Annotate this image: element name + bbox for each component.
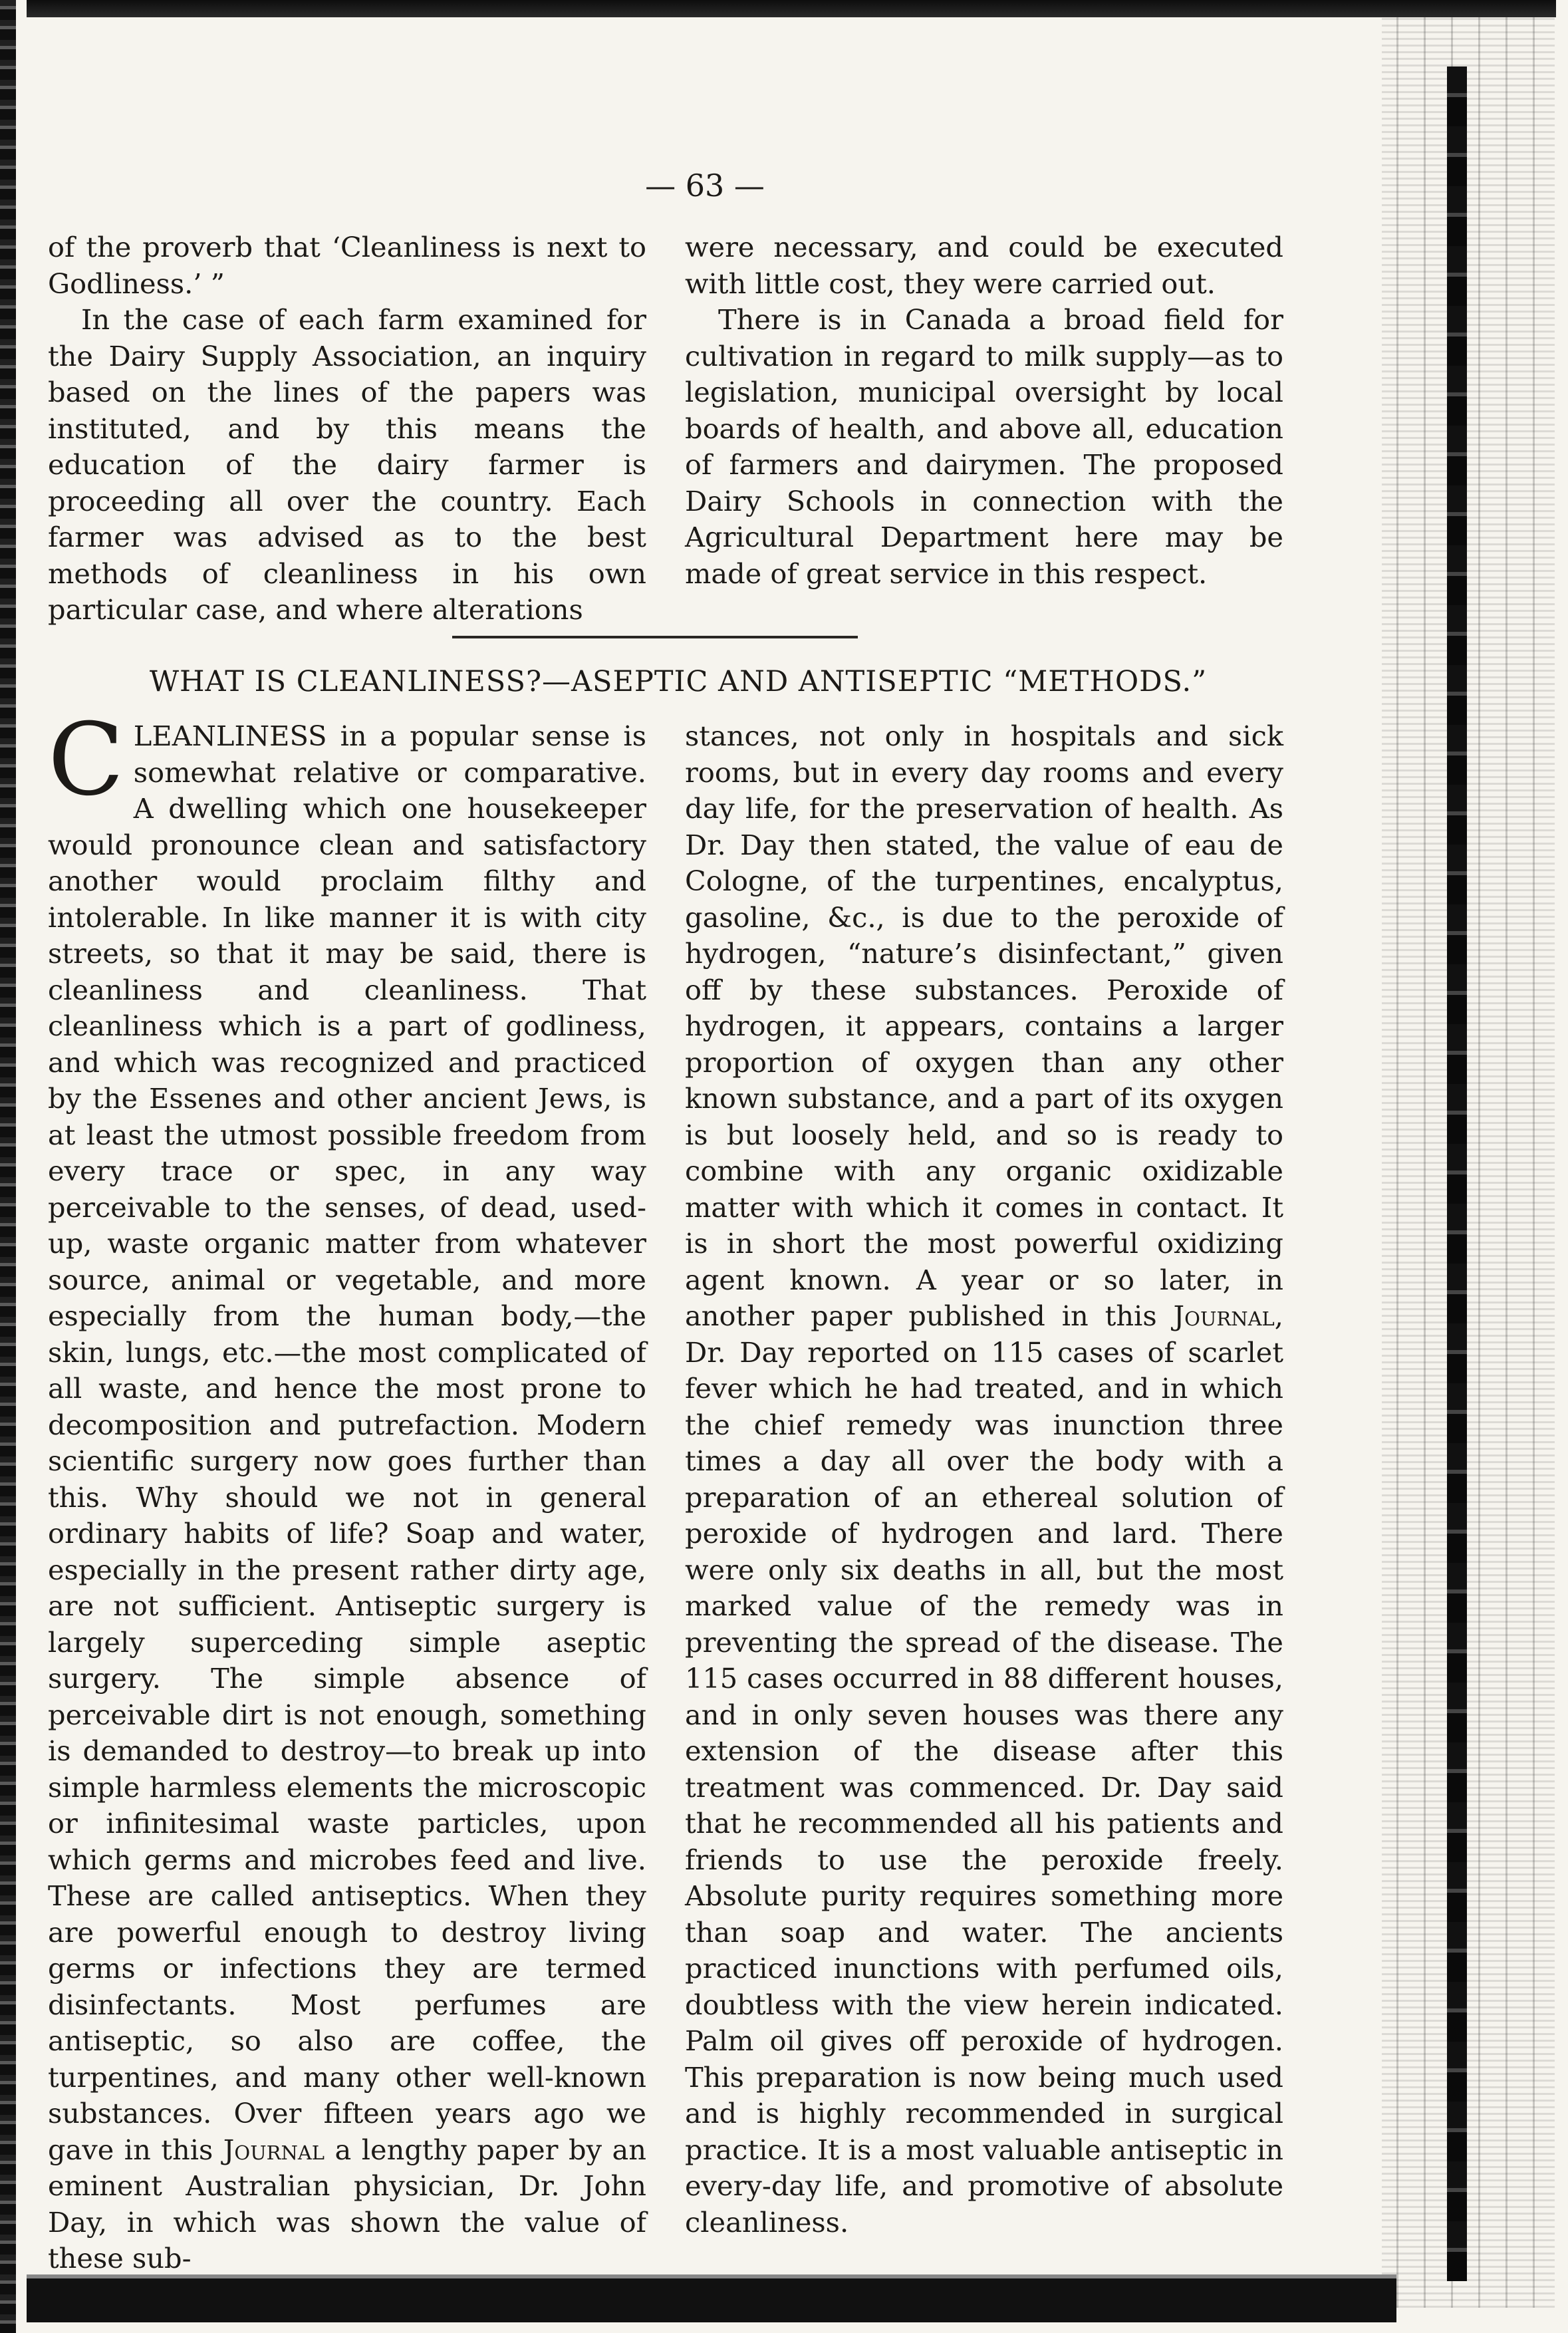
paragraph: were necessary, and could be executed with little cost, they were carried out. [685,231,1283,300]
scan-bottom-border [27,2274,1396,2322]
article-text: a lengthy paper by an eminent Australian physician, Dr. John Day, in which was shown the value of these sub- [48,2133,646,2274]
paragraph: In the case of each farm examined for the Dairy Supply Association, an inquiry based on the lines of the papers was instituted, and by this means the education of the dairy farmer is proceeding all over the country. Each farmer was advised as to the best methods of cleanliness in his own particular case, and where alterations [48,303,646,626]
top-right-column [685,229,1283,592]
scan-right-edge [1447,67,1467,2281]
drop-cap: C [48,702,124,818]
paragraph: of the proverb that ‘Cleanliness is next to Godliness.’ ” [48,231,646,300]
article-paragraph [685,718,1283,2241]
article-text: Dr. Day reported on 115 cases of scarlet fever which he had treated, and in which the chief remedy was inunction three times a day all over the body with a preparation of an ethereal solution of peroxide of hydrogen and lard. There were only six deaths in all, but the most marked value of the remedy was in preventing the spread of the disease. The 115 cases occurred in 88 different houses, and in only seven houses was there any extension of the disease after this treatment was commenced. Dr. Day said that he recommended all his patients and friends to use the peroxide freely. Absolute purity requires something more than soap and water. The ancients practiced inunctions with perfumed oils, doubtless with the view herein indicated. Palm oil gives off peroxide of hydrogen. This preparation is now being much used and is highly recommended in surgical practice. It is a most valuable antiseptic in every-day life, and promotive of absolute cleanliness. [685,1335,1283,2239]
scan-left-border [0,0,16,2333]
paragraph: There is in Canada a broad field for cultivation in regard to milk supply—as to legislation, municipal oversight by local boards of health, and above all, education of farmers and dairymen. The proposed Dairy Schools in connection with the Agricultural Department here may be made of great service in this respect. [685,303,1283,590]
journal-word: Journal, [1173,1300,1283,1332]
page-number: — 63 — [645,168,765,204]
article-text: LEANLINESS in a popular sense is somewhat relative or comparative. A dwelling which one housekeeper would pronounce clean and satisfactory another would proclaim filthy and intolerable. In like manner it is with city streets, so that it may be said, there is cleanliness and cleanliness. That cleanliness which is a part of godliness, and which was recognized and practiced by the Essenes and other ancient Jews, is at least the utmost possible freedom from every trace or spec, in any way perceivable to the senses, of dead, used-up, waste organic matter from whatever source, animal or vegetable, and more especially from the human body,—the skin, lungs, etc.—the most complicated of all waste, and hence the most prone to decomposition and putrefaction. Modern scientific surgery now goes further than this. Why should we not in general ordinary habits of life? Soap and water, especially in the present rather dirty age, are not sufficient. Antiseptic surgery is largely superceding simple aseptic surgery. The simple absence of perceivable dirt is not enough, something is demanded to destroy—to break up into simple harmless elements the microscopic or infinitesimal waste particles, upon which germs and microbes feed and live. These are called antiseptics. When they are powerful enough to destroy living germs or infections they are termed disinfectants. Most perfumes are antiseptic, so also are coffee, the turpentines, and many other well-known substances. Over fifteen years ago we gave in this [48,720,646,2166]
scan-right-noise [1382,13,1555,2308]
section-divider [452,636,858,638]
article-text: stances, not only in hospitals and sick rooms, but in every day rooms and every day life, for the preservation of health. As Dr. Day then stated, the value of eau de Cologne, of the turpentines, encalyptus, gasoline, &c., is due to the peroxide of hydrogen, “nature’s disinfectant,” given off by these substances. Peroxide of hydrogen, it appears, contains a larger proportion of oxygen than any other known substance, and a part of its oxygen is but loosely held, and so is ready to combine with any organic oxidizable matter with which it comes in contact. It is in short the most powerful oxidizing agent known. A year or so later, in another paper published in this [685,720,1283,1332]
scan-top-border [27,0,1556,17]
article-left-column [48,702,646,2277]
journal-word: Journal [223,2133,325,2166]
article-paragraph [48,702,646,2277]
article-headline: WHAT IS CLEANLINESS?—ASEPTIC AND ANTISEPTIC “METHODS.” [149,665,1208,698]
article-right-column [685,718,1283,2241]
top-left-column [48,229,646,628]
